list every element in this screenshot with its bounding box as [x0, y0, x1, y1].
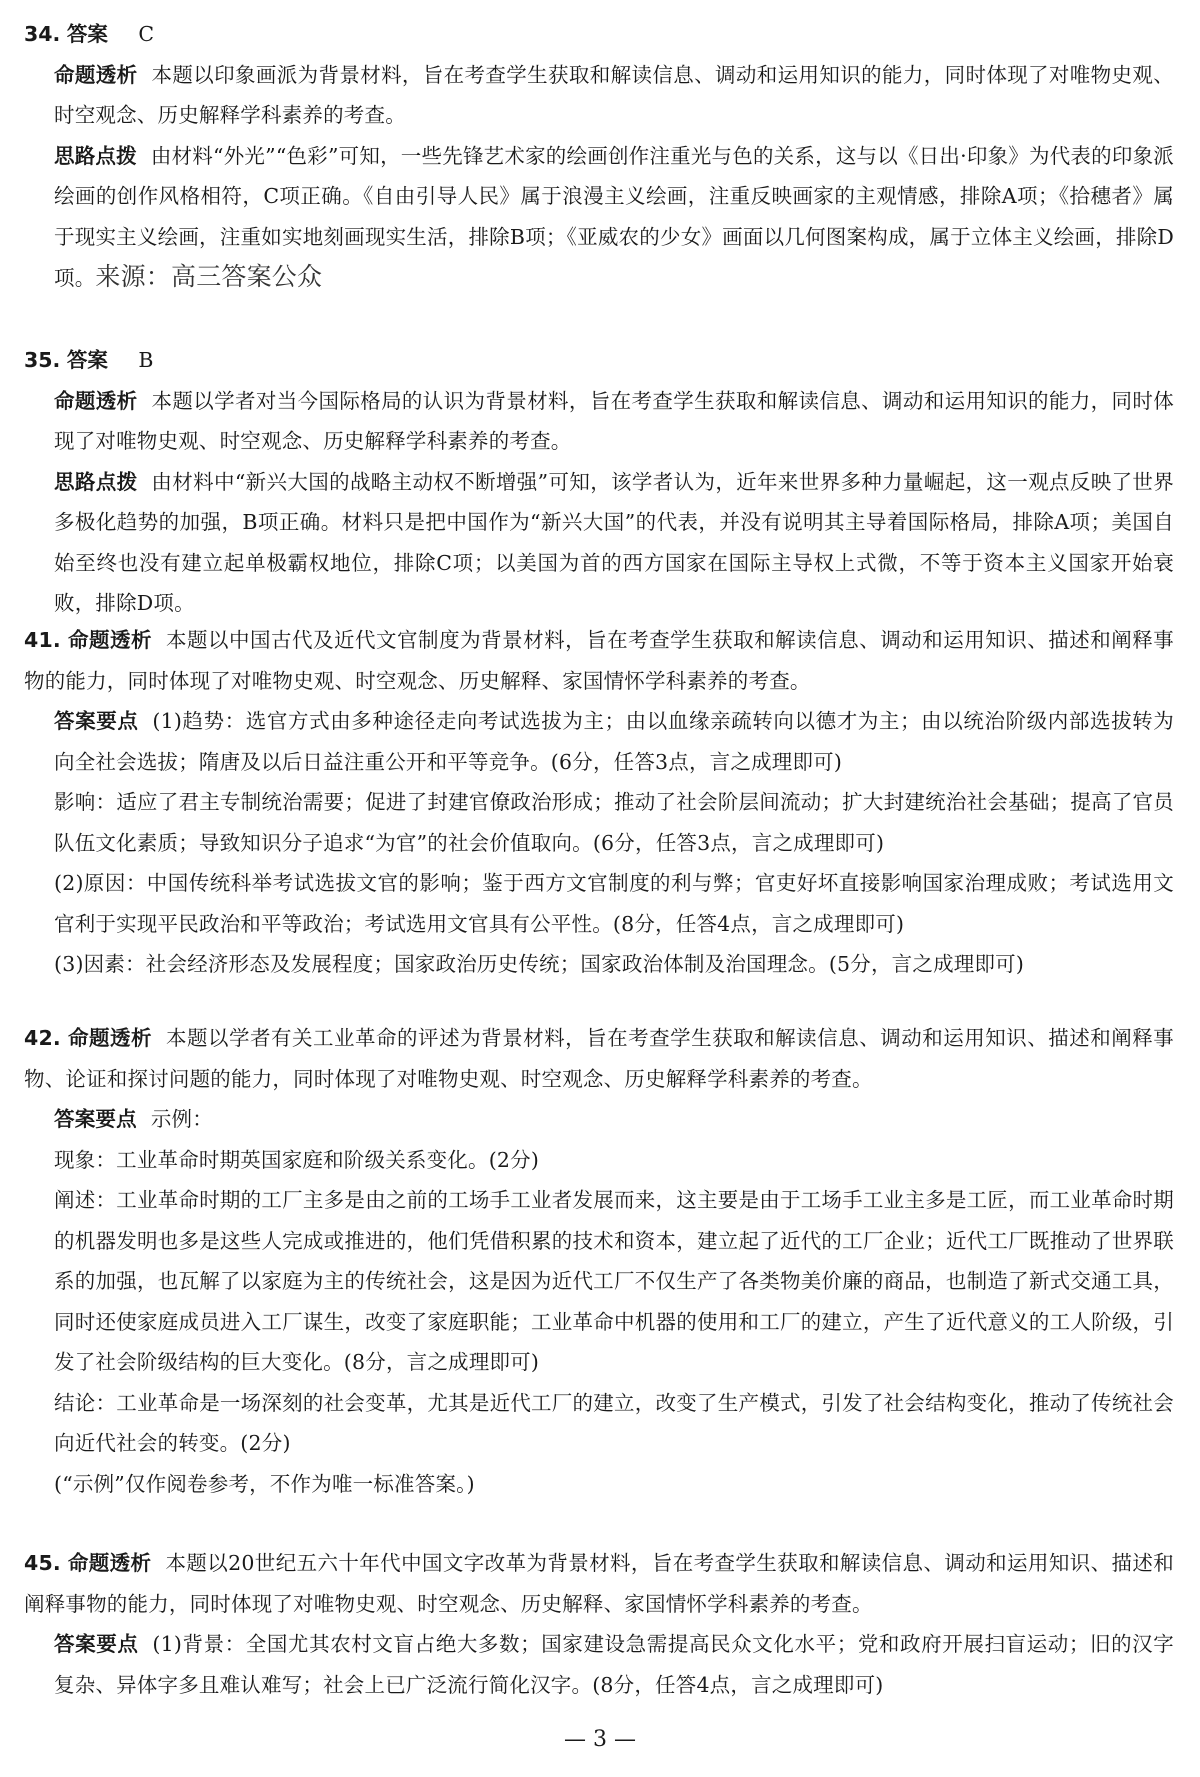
- q35-analysis-label: 命题透析: [54, 388, 138, 413]
- q35-analysis-text: 本题以学者对当今国际格局的认识为背景材料，旨在考查学生获取和解读信息、调动和运用知识的能力，同时体现了对唯物史观、时空观念、历史解释学科素养的考查。: [54, 388, 1174, 453]
- q42-example-label: 示例：: [150, 1107, 213, 1131]
- q34-hint-label: 思路点拨: [54, 143, 137, 168]
- q42-analysis-text: 本题以学者有关工业革命的评述为背景材料，旨在考查学生获取和解读信息、调动和运用知识、描述和阐释事物、论证和探讨问题的能力，同时体现了对唯物史观、时空观念、历史解释学科素养的考查。: [24, 1026, 1174, 1091]
- q34-answer-label: 答案: [66, 22, 108, 46]
- q45-points-label: 答案要点: [54, 1632, 139, 1656]
- q41-points-label: 答案要点: [54, 709, 139, 733]
- question-35: [24, 340, 1174, 624]
- q34-analysis-label: 命题透析: [54, 62, 138, 87]
- q41-analysis: [24, 620, 1174, 701]
- q35-hint: [24, 462, 1174, 624]
- question-42: [24, 1018, 1174, 1504]
- q42-point-3: 结论：工业革命是一场深刻的社会变革，尤其是近代工厂的建立，改变了生产模式，引发了社会结构变化，推动了传统社会向近代社会的转变。(2分): [54, 1390, 1174, 1455]
- q35-hint-label: 思路点拨: [54, 469, 138, 494]
- q35-answer-label: 答案: [66, 348, 108, 372]
- q45-number: 45.: [24, 1551, 61, 1575]
- q42-number: 42.: [24, 1026, 61, 1050]
- q41-point-1: [24, 701, 1174, 782]
- q34-number: 34.: [24, 22, 61, 46]
- q35-header: [24, 340, 1174, 381]
- q41-analysis-text: 本题以中国古代及近代文官制度为背景材料，旨在考查学生获取和解读信息、调动和运用知识、描述和阐释事物的能力，同时体现了对唯物史观、时空观念、历史解释、家国情怀学科素养的考查。: [24, 628, 1174, 693]
- question-41: [24, 620, 1174, 985]
- q35-answer: B: [138, 348, 154, 372]
- q41-point-2: 影响：适应了君主专制统治需要；促进了封建官僚政治形成；推动了社会阶层间流动；扩大封建统治社会基础；提高了官员队伍文化素质；导致知识分子追求“为官”的社会价值取向。(6分，任答3点，言之成理即可): [54, 790, 1174, 855]
- q42-points-header: [24, 1099, 1174, 1140]
- q45-analysis-label: 命题透析: [67, 1551, 152, 1575]
- q41-point-3: (2)原因：中国传统科举考试选拔文官的影响；鉴于西方文官制度的利与弊；官吏好坏直接影响国家治理成败；考试选用文官利于实现平民政治和平等政治；考试选用文官具有公平性。(8分，任答4点，言之成理即可): [54, 871, 1174, 936]
- q34-answer: C: [138, 22, 155, 46]
- q42-point-2: 阐述：工业革命时期的工厂主多是由之前的工场手工业者发展而来，这主要是由于工场手工业主多是工匠，而工业革命时期的机器发明也多是这些人完成或推进的，他们凭借积累的技术和资本，建立起了近代的工厂企业；近代工厂既推动了世界联系的加强，也瓦解了以家庭为主的传统社会，这是因为近代工厂不仅生产了各类物美价廉的商品，也制造了新式交通工具，同时还使家庭成员进入工厂谋生，改变了家庭职能；工业革命中机器的使用和工厂的建立，产生了近代意义的工人阶级，引发了社会阶级结构的巨大变化。(8分，言之成理即可): [54, 1188, 1174, 1374]
- q34-hint: [24, 136, 1174, 299]
- q35-analysis: [24, 381, 1174, 462]
- q41-point-1-text: (1)趋势：选官方式由多种途径走向考试选拔为主；由以血缘亲疏转向以德才为主；由以统治阶级内部选拔转为向全社会选拔；隋唐及以后日益注重公开和平等竞争。(6分，任答3点，言之成理即可): [54, 709, 1174, 774]
- q42-points-label: 答案要点: [54, 1107, 137, 1131]
- q41-analysis-label: 命题透析: [67, 628, 152, 652]
- source-watermark: 来源：高三答案公众: [95, 262, 323, 291]
- question-45: [24, 1543, 1174, 1705]
- question-34: [24, 14, 1174, 299]
- q41-number: 41.: [24, 628, 61, 652]
- q42-analysis: [24, 1018, 1174, 1099]
- q45-analysis-text: 本题以20世纪五六十年代中国文字改革为背景材料，旨在考查学生获取和解读信息、调动和运用知识、描述和阐释事物的能力，同时体现了对唯物史观、时空观念、历史解释、家国情怀学科素养的考查。: [24, 1551, 1174, 1616]
- q35-hint-text: 由材料中“新兴大国的战略主动权不断增强”可知，该学者认为，近年来世界多种力量崛起，这一观点反映了世界多极化趋势的加强，B项正确。材料只是把中国作为“新兴大国”的代表，并没有说明其主导着国际格局，排除A项；美国自始至终也没有建立起单极霸权地位，排除C项；以美国为首的西方国家在国际主导权上式微，不等于资本主义国家开始衰败，排除D项。: [54, 469, 1174, 615]
- q42-point-4: (“示例”仅作阅卷参考，不作为唯一标准答案。): [54, 1471, 475, 1496]
- q34-analysis: [24, 55, 1174, 136]
- q35-number: 35.: [24, 348, 61, 372]
- q34-hint-text: 由材料“外光”“色彩”可知，一些先锋艺术家的绘画创作注重光与色的关系，这与以《日出·印象》为代表的印象派绘画的创作风格相符，C项正确。《自由引导人民》属于浪漫主义绘画，注重反映画家的主观情感，排除A项；《拾穗者》属于现实主义绘画，注重如实地刻画现实生活，排除B项；《亚威农的少女》画面以几何图案构成，属于立体主义绘画，排除D项。: [54, 143, 1174, 290]
- q42-analysis-label: 命题透析: [67, 1026, 152, 1050]
- q42-point-1: 现象：工业革命时期英国家庭和阶级关系变化。(2分): [54, 1147, 540, 1172]
- q34-header: [24, 14, 1174, 55]
- q41-point-4: (3)因素：社会经济形态及发展程度；国家政治历史传统；国家政治体制及治国理念。(5分，言之成理即可): [54, 952, 1025, 976]
- page-number: — 3 —: [564, 1727, 636, 1752]
- q45-analysis: [24, 1543, 1174, 1624]
- q45-point-1: [24, 1624, 1174, 1705]
- q34-analysis-text: 本题以印象画派为背景材料，旨在考查学生获取和解读信息、调动和运用知识的能力，同时体现了对唯物史观、时空观念、历史解释学科素养的考查。: [54, 62, 1174, 127]
- q45-point-1-text: (1)背景：全国尤其农村文盲占绝大多数；国家建设急需提高民众文化水平；党和政府开展扫盲运动；旧的汉字复杂、异体字多且难认难写；社会上已广泛流行简化汉字。(8分，任答4点，言之成理即可): [54, 1632, 1174, 1697]
